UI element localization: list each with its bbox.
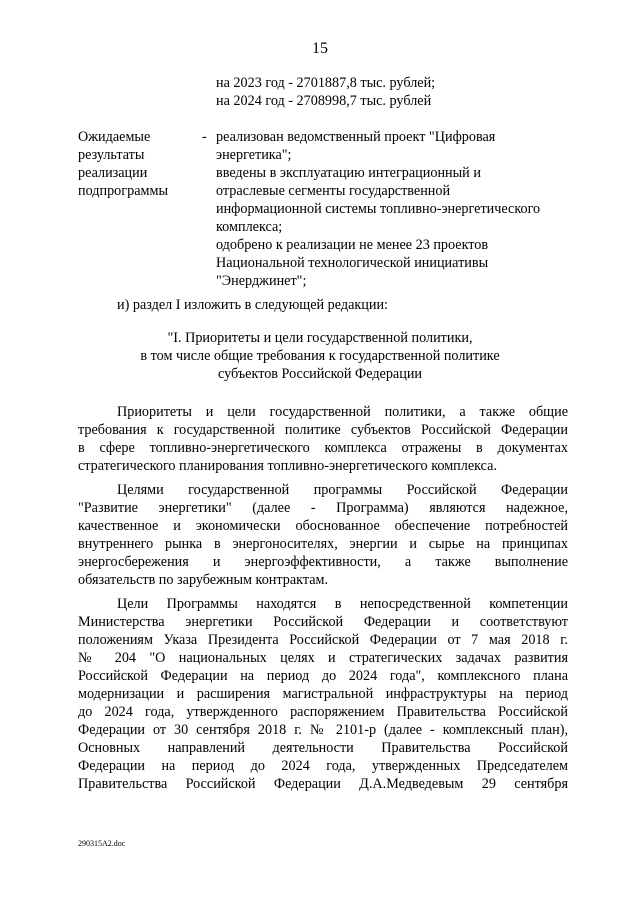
paragraph-line: Министерства энергетики Российской Федерации и соответствуют — [78, 614, 568, 630]
value-line: энергетика"; — [216, 147, 292, 163]
label-line: подпрограммы — [78, 183, 168, 199]
value-line: реализован ведомственный проект "Цифровая — [216, 129, 496, 145]
paragraph-line: в сфере топливно-энергетического комплекса отражены в документах — [78, 440, 568, 456]
value-line: отраслевые сегменты государственной — [216, 183, 451, 199]
value-line: комплекса; — [216, 219, 283, 235]
paragraph-line: Приоритеты и цели государственной политики, а также общие — [117, 404, 568, 420]
page-number: 15 — [312, 40, 328, 57]
paragraph-line: Федерации на период до 2024 года, утвержденных Председателем — [78, 758, 568, 774]
value-line: Национальной технологической инициативы — [216, 255, 489, 271]
paragraph-line: Российской Федерации на период до 2024 года", комплексного плана — [78, 668, 568, 684]
funding-line-2023: на 2023 год - 2701887,8 тыс. рублей; — [216, 75, 436, 91]
paragraph-line: внутреннего рынка в энергоносителях, энергии и сырье на принципах — [78, 536, 568, 552]
label-line: Ожидаемые — [78, 129, 151, 145]
label-dash: - — [202, 129, 207, 145]
paragraph-line: модернизации и расширения магистральной инфраструктуры на период — [78, 686, 568, 702]
paragraph-line: требования к государственной политике субъектов Российской Федерации — [78, 422, 568, 438]
paragraph-line: обязательств по зарубежным контрактам. — [78, 572, 329, 588]
paragraph-line: "Развитие энергетики" (далее - Программа) являются надежное, — [78, 500, 568, 516]
section-title-line: в том числе общие требования к государственной политике — [140, 348, 500, 364]
footer-filename: 290315А2.doc — [78, 839, 126, 848]
label-line: реализации — [78, 165, 148, 181]
funding-line-2024: на 2024 год - 2708998,7 тыс. рублей — [216, 93, 432, 109]
value-line: "Энерджинет"; — [216, 273, 307, 289]
section-title-line: "I. Приоритеты и цели государственной политики, — [167, 330, 473, 346]
paragraph-line: Основных направлений деятельности Правительства Российской — [78, 740, 568, 756]
value-line: одобрено к реализации не менее 23 проектов — [216, 237, 489, 253]
value-line: информационной системы топливно-энергетического — [216, 201, 541, 217]
paragraph-line: до 2024 года, утвержденного распоряжением Правительства Российской — [78, 704, 568, 720]
instruction-line: и) раздел I изложить в следующей редакции: — [117, 297, 388, 313]
paragraph-line: Федерации от 30 сентября 2018 г. № 2101-р (далее - комплексный план), — [78, 722, 568, 738]
paragraph-line: Целями государственной программы Российской Федерации — [117, 482, 568, 498]
paragraph-line: энергосбережения и энергоэффективности, а также выполнение — [78, 554, 568, 570]
paragraph-line: Правительства Российской Федерации Д.А.Медведевым 29 сентября — [78, 776, 568, 792]
paragraph-line: Цели Программы находятся в непосредственной компетенции — [117, 596, 568, 612]
paragraph-line: № 204 "О национальных целях и стратегических задачах развития — [78, 650, 568, 666]
value-line: введены в эксплуатацию интеграционный и — [216, 165, 481, 181]
paragraph-line: положениям Указа Президента Российской Федерации от 7 мая 2018 г. — [78, 632, 568, 648]
paragraph-line: стратегического планирования топливно-энергетического комплекса. — [78, 458, 497, 474]
paragraph-line: качественное и экономически обоснованное обеспечение потребностей — [78, 518, 568, 534]
section-title-line: субъектов Российской Федерации — [217, 366, 423, 382]
label-line: результаты — [78, 147, 145, 163]
